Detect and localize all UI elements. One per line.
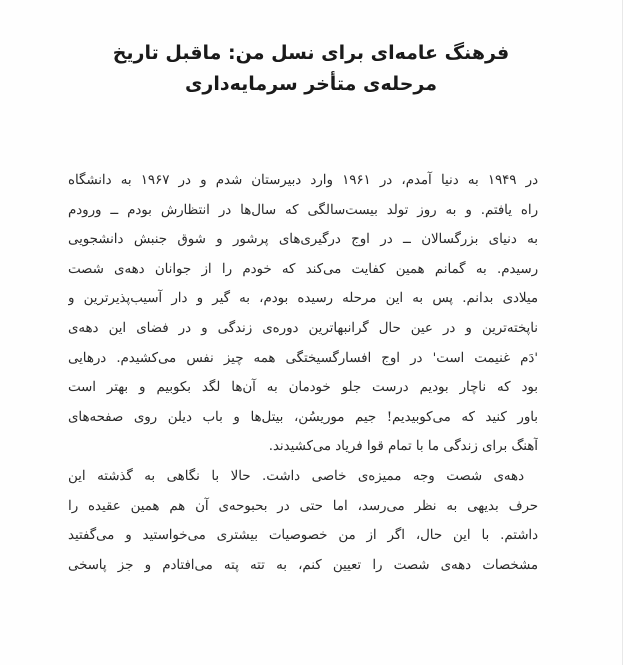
title-line-2: مرحله‌ی متأخر سرمایه‌داری	[184, 73, 438, 95]
text-line: به دنیای بزرگسالان ــ در اوج درگیری‌های پرشور و شوق جنبش دانشجویی	[68, 232, 538, 248]
text-line: حرف بدیهی به نظر می‌رسد، اما حتی در بحبوحه‌ی آن هم همین عقیده را	[68, 498, 538, 514]
chapter-title	[60, 38, 562, 100]
paragraph-2	[68, 462, 538, 580]
text-line: داشتم. با این حال، اگر از من خصوصیات بیشتری می‌خواستید و می‌گفتید	[68, 528, 538, 544]
text-line: در ۱۹۴۹ به دنیا آمدم، در ۱۹۶۱ وارد دبیرستان شدم و در ۱۹۶۷ به دانشگاه	[68, 173, 538, 188]
text-line: 'دَم غنیمت است' در اوج افسارگسیختگی همه چیز نفس می‌کشیدم. درهایی	[68, 350, 538, 366]
text-line: رسیدم. به گمانم همین کفایت می‌کند که خودم را از جوانان دهه‌ی شصت	[68, 261, 538, 277]
text-line: مشخصات دهه‌ی شصت را تعیین کنم، به تته پته می‌افتادم و جز پاسخی	[68, 557, 538, 573]
text-line: راه یافتم. و به روز تولد بیست‌سالگی که سال‌ها در انتظارش بودم ــ ورودم	[68, 202, 538, 218]
text-line: آهنگ برای زندگی ما با تمام قوا فریاد می‌کشیدند.	[268, 439, 538, 455]
text-line: میلادی بدانم. پس به این مرحله رسیده بودم، به گیر و دار آسیب‌پذیرترین و	[68, 291, 538, 307]
body-text	[68, 166, 538, 580]
title-line-1: فرهنگ عامه‌ای برای نسل من: ماقبل تاریخ	[112, 42, 510, 64]
paragraph-1	[68, 166, 538, 462]
text-line: باور کنید که می‌کوبیدیم! جیم موریسُن، بیتل‌ها و باب دیلن روی صفحه‌های	[68, 409, 538, 425]
text-line: بود که ناچار بودیم درست جلو خودمان به آن‌ها لگد بکوبیم و بهتر است	[68, 380, 538, 396]
text-line: دهه‌ی شصت وجه ممیزه‌ی خاصی داشت. حالا با نگاهی به گذشته این	[68, 468, 524, 484]
text-line: ناپخته‌ترین و در عین حال گرانبهاترین دوره‌ی زندگی و در فضای این دهه‌ی	[68, 320, 538, 336]
